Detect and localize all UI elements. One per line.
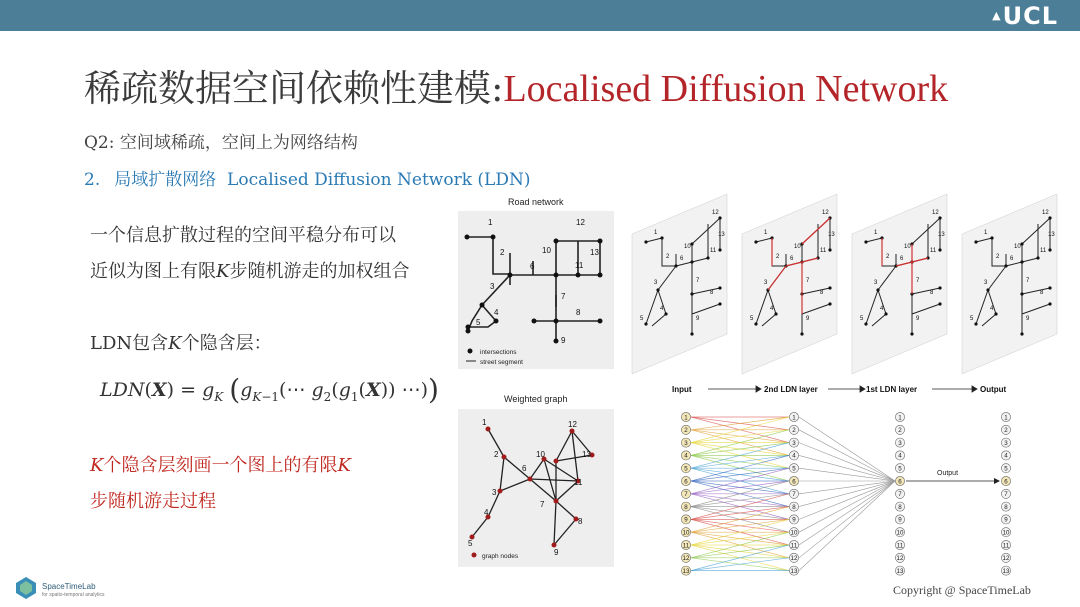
- p1-post: 步随机游走的加权组合: [229, 261, 410, 282]
- p2-post: 个隐含层：: [181, 333, 272, 354]
- graph-label-2: 2: [494, 450, 499, 459]
- ucl-logo-text: UCL: [1002, 2, 1058, 30]
- ldn-node-label: 2: [684, 427, 688, 435]
- ldn-node-label: 1: [684, 414, 688, 422]
- ldn-node-label: 8: [1004, 503, 1008, 511]
- graph-label-10: 10: [536, 450, 545, 459]
- ldn-node-label: 5: [898, 465, 902, 473]
- layer-header-1st: 1st LDN layer: [866, 385, 918, 394]
- title-english: Localised Diffusion Network: [503, 68, 949, 110]
- road-label-3: 3: [490, 282, 495, 291]
- graph-label-3: 3: [492, 488, 497, 497]
- road-network-svg: [458, 211, 614, 369]
- road-label-11: 11: [575, 261, 584, 270]
- ldn-node-label: 7: [898, 491, 902, 499]
- ldn-node-label: 12: [1002, 555, 1010, 563]
- weighted-graph-panel: [458, 409, 614, 567]
- ldn-layer-panels: [628, 190, 1064, 376]
- spacetimelab-logo-icon: [14, 576, 38, 600]
- ldn-node-label: 5: [1004, 465, 1008, 473]
- ldn-node-label: 10: [1002, 529, 1010, 537]
- question-q2: Q2: 空间域稀疏，空间上为网络结构: [84, 133, 358, 153]
- layer-header-output: Output: [980, 385, 1007, 394]
- 2nd-to-1st-edge: [799, 417, 895, 481]
- ldn-node-label: 6: [792, 478, 796, 486]
- ldn-node-label: 9: [898, 516, 902, 524]
- 2nd-to-1st-edge: [799, 481, 895, 507]
- ldn-node-label: 3: [898, 439, 902, 447]
- p3-line1: 个隐含层刻画一个图上的有限: [103, 455, 338, 476]
- graph-label-12: 12: [568, 420, 577, 429]
- road-label-4: 4: [494, 308, 499, 317]
- 2nd-to-1st-edge: [799, 455, 895, 481]
- ldn-node-label: 8: [898, 503, 902, 511]
- paragraph-1-line2: [90, 254, 409, 290]
- ldn-node-label: 12: [896, 555, 904, 563]
- ldn-node-label: 2: [1004, 427, 1008, 435]
- ldn-output-label: Output: [937, 470, 959, 477]
- paragraph-1: [90, 218, 409, 290]
- title-chinese: 稀疏数据空间依赖性建模: [84, 67, 491, 110]
- ldn-node-label: 11: [1002, 542, 1010, 550]
- ldn-node-label: 11: [790, 542, 798, 550]
- ldn-node-label: 8: [792, 503, 796, 511]
- item-2-en: Localised Diffusion Network (LDN): [227, 170, 531, 190]
- item-2: [84, 165, 530, 190]
- spacetimelab-name: SpaceTimeLab: [42, 582, 96, 591]
- 2nd-to-1st-edge: [799, 481, 895, 519]
- graph-label-7: 7: [540, 500, 545, 509]
- road-label-1: 1: [488, 218, 493, 227]
- road-network-panel: [458, 211, 614, 369]
- paragraph-3-line1: [90, 448, 351, 484]
- graph-label-6: 6: [522, 464, 527, 473]
- ldn-node-label: 13: [1002, 567, 1010, 575]
- p2-k: K: [168, 333, 182, 354]
- 2nd-to-1st-edge: [799, 481, 895, 571]
- ldn-node-label: 10: [896, 529, 904, 537]
- graph-legend-nodes: graph nodes: [482, 553, 519, 560]
- road-label-8: 8: [576, 308, 581, 317]
- road-legend-edges: street segment: [480, 359, 523, 366]
- road-label-5: 5: [476, 318, 481, 327]
- paragraph-1-line1: 一个信息扩散过程的空间平稳分布可以: [90, 225, 396, 246]
- graph-label-8: 8: [578, 517, 583, 526]
- ldn-node-label: 6: [898, 478, 902, 486]
- ldn-node-label: 13: [896, 567, 904, 575]
- ldn-panel-input: [632, 194, 727, 374]
- ldn-node-label: 10: [790, 529, 798, 537]
- 2nd-to-1st-edge: [799, 468, 895, 481]
- ldn-node-label: 1: [898, 414, 902, 422]
- ldn-node-label: 2: [898, 427, 902, 435]
- road-label-13: 13: [590, 248, 599, 257]
- ldn-formula: $LDN(X) = g_K$ ($g_{K-1}(\cdots$ $g_2(g_1(X))$ ⋯)): [100, 373, 439, 406]
- item-2-zh: 局域扩散网络: [114, 170, 217, 190]
- road-label-10: 10: [542, 246, 551, 255]
- ldn-node-label: 7: [1004, 491, 1008, 499]
- ldn-node-label: 3: [1004, 439, 1008, 447]
- ldn-node-label: 3: [684, 439, 688, 447]
- ldn-node-label: 6: [1004, 478, 1008, 486]
- copyright: Copyright @ SpaceTimeLab: [893, 583, 1031, 597]
- graph-label-11: 11: [574, 478, 583, 487]
- ldn-panel-output: [962, 194, 1057, 374]
- ldn-node-label: 7: [792, 491, 796, 499]
- road-label-6: 6: [530, 262, 535, 271]
- p1-k: K: [216, 261, 230, 282]
- ldn-node-label: 5: [792, 465, 796, 473]
- p2-pre: LDN包含: [90, 333, 169, 354]
- ldn-node-label: 4: [1004, 452, 1008, 460]
- graph-label-9: 9: [554, 548, 559, 557]
- title-separator: :: [491, 67, 504, 110]
- item-2-number: 2.: [84, 170, 101, 190]
- paragraph-3-line2: 步随机游走过程: [90, 491, 216, 512]
- paragraph-2: [90, 326, 272, 362]
- layer-header-input: Input: [672, 385, 692, 394]
- ldn-node-label: 1: [792, 414, 796, 422]
- ldn-panel-2nd-layer: [742, 194, 837, 374]
- ldn-node-label: 12: [682, 555, 690, 563]
- 2nd-to-1st-edge: [799, 430, 895, 481]
- graph-label-4: 4: [484, 508, 489, 517]
- ldn-node-label: 13: [682, 567, 690, 575]
- weighted-graph-title: Weighted graph: [504, 394, 568, 404]
- road-legend-nodes: intersections: [480, 349, 517, 356]
- 2nd-to-1st-edge: [799, 481, 895, 545]
- ldn-node-label: 8: [684, 503, 688, 511]
- ldn-node-label: 13: [790, 567, 798, 575]
- road-label-9: 9: [561, 336, 566, 345]
- ldn-node-label: 12: [790, 555, 798, 563]
- ldn-layer-diagram: [660, 380, 1020, 580]
- ldn-node-label: 4: [898, 452, 902, 460]
- road-label-2: 2: [500, 248, 505, 257]
- weighted-graph-svg: [458, 409, 614, 567]
- ldn-node-label: 9: [792, 516, 796, 524]
- 2nd-to-1st-edge: [799, 481, 895, 494]
- ldn-node-label: 1: [1004, 414, 1008, 422]
- slide-title: [84, 64, 948, 114]
- p1-pre: 近似为图上有限: [90, 261, 216, 282]
- ldn-panel-1st-layer: [852, 194, 947, 374]
- ldn-node-label: 6: [684, 478, 688, 486]
- p3-k2: K: [337, 455, 351, 476]
- 2nd-to-1st-edge: [799, 481, 895, 532]
- road-label-7: 7: [561, 292, 566, 301]
- ldn-node-label: 7: [684, 491, 688, 499]
- ldn-node-label: 3: [792, 439, 796, 447]
- 2nd-to-1st-edge: [799, 443, 895, 481]
- road-label-12: 12: [576, 218, 585, 227]
- graph-label-5: 5: [468, 539, 473, 548]
- paragraph-3: [90, 448, 351, 520]
- graph-label-1: 1: [482, 418, 487, 427]
- ldn-node-label: 4: [792, 452, 796, 460]
- layer-header-2nd: 2nd LDN layer: [764, 385, 818, 394]
- road-network-title: Road network: [508, 197, 564, 207]
- graph-label-13: 13: [582, 450, 591, 459]
- ldn-node-label: 2: [792, 427, 796, 435]
- 2nd-to-1st-edge: [799, 481, 895, 558]
- ucl-dome-icon: ▲: [992, 9, 1002, 22]
- ldn-node-label: 11: [682, 542, 690, 550]
- header-bar: [0, 0, 1080, 31]
- ldn-node-label: 5: [684, 465, 688, 473]
- ldn-node-label: 9: [684, 516, 688, 524]
- p3-k1: K: [90, 455, 104, 476]
- spacetimelab-sub: for spatio-temporal analytics: [42, 592, 105, 598]
- ucl-logo: [992, 3, 1058, 29]
- ldn-node-label: 10: [682, 529, 690, 537]
- ldn-node-label: 11: [896, 542, 904, 550]
- ldn-node-label: 9: [1004, 516, 1008, 524]
- ldn-node-label: 4: [684, 452, 688, 460]
